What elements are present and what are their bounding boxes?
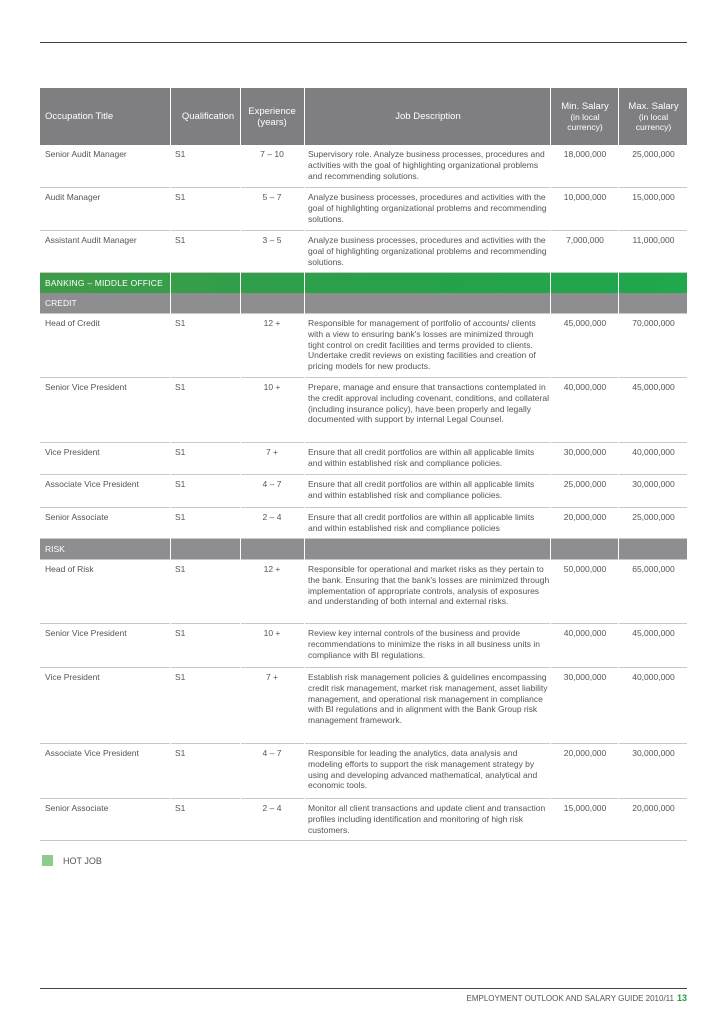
- occupation-cell: Senior Vice President: [45, 628, 127, 638]
- min-salary-cell: 25,000,000: [563, 479, 607, 489]
- description-cell: Supervisory role. Analyze business processes, procedures and activities with the goal of highlighting organizational problems and recommending solutions.: [308, 149, 545, 181]
- page-footer: [467, 993, 688, 1003]
- occupation-cell: Vice President: [45, 447, 100, 457]
- table-row: [40, 443, 687, 475]
- header-max-sub2: currency): [635, 122, 672, 132]
- qualification-cell: S1: [175, 382, 186, 392]
- qualification-cell: S1: [175, 479, 186, 489]
- table-header: [40, 88, 687, 145]
- qualification-cell: S1: [175, 149, 186, 159]
- occupation-cell: Senior Vice President: [45, 382, 127, 392]
- max-salary-cell: 25,000,000: [632, 149, 675, 159]
- table-row: [40, 744, 687, 799]
- header-min-salary: [552, 88, 618, 145]
- min-salary-cell: 20,000,000: [563, 748, 607, 758]
- description-cell: Review key internal controls of the business and provide recommendations to minimize the risks in all business units in compliance with BI regulations.: [308, 628, 540, 660]
- table-row: [40, 799, 687, 841]
- min-salary-cell: 40,000,000: [563, 628, 607, 638]
- qualification-cell: S1: [175, 564, 186, 574]
- qualification-cell: S1: [175, 192, 186, 202]
- description-cell: Analyze business processes, procedures and activities with the goal of highlighting organizational problems and recommending solutions.: [308, 192, 547, 224]
- table-row: [40, 475, 687, 508]
- top-rule: [40, 42, 687, 43]
- table-row: [40, 624, 687, 668]
- experience-cell: 3 – 5: [262, 235, 282, 245]
- hot-job-legend: [42, 855, 102, 866]
- occupation-cell: Head of Credit: [45, 318, 100, 328]
- table-row: [40, 560, 687, 624]
- min-salary-cell: 30,000,000: [563, 672, 607, 682]
- page-number: 13: [676, 993, 687, 1003]
- max-salary-cell: 20,000,000: [632, 803, 675, 813]
- occupation-cell: Assistant Audit Manager: [45, 235, 137, 245]
- qualification-cell: S1: [175, 447, 186, 457]
- experience-cell: 4 – 7: [262, 479, 282, 489]
- experience-cell: 7 – 10: [260, 149, 284, 159]
- experience-cell: 10 +: [263, 382, 281, 392]
- table-body: [40, 145, 687, 841]
- description-cell: Prepare, manage and ensure that transactions contemplated in the credit approval including covenant, conditions, and collateral (including insurance policy), have been properly and legally documented with support by internal Legal Counsel.: [308, 382, 549, 425]
- description-cell: Ensure that all credit portfolios are within all applicable limits and within established risk and compliance policies.: [308, 479, 535, 500]
- min-salary-cell: 45,000,000: [563, 318, 607, 328]
- header-description: Job Description: [395, 111, 461, 122]
- table-row: [40, 668, 687, 744]
- min-salary-cell: 40,000,000: [563, 382, 607, 392]
- description-cell: Responsible for management of portfolio of accounts/ clients with a view to ensuring bank's losses are minimized through tight control on credit facilities and terms provided to clients. Undertake credit reviews on existing facilities and creation of pricing models for new products.: [308, 318, 536, 372]
- header-max-salary: [620, 88, 687, 145]
- occupation-cell: Vice President: [45, 672, 100, 682]
- hot-job-swatch: [42, 855, 53, 866]
- experience-cell: 4 – 7: [262, 748, 282, 758]
- max-salary-cell: 30,000,000: [632, 479, 675, 489]
- occupation-cell: Head of Risk: [45, 564, 94, 574]
- occupation-cell: Senior Audit Manager: [45, 149, 127, 159]
- occupation-cell: Senior Associate: [45, 803, 109, 813]
- min-salary-cell: 18,000,000: [563, 149, 607, 159]
- header-max-sub1: (in local: [638, 112, 669, 122]
- header-experience: [240, 88, 304, 145]
- qualification-cell: S1: [175, 748, 186, 758]
- section-credit: CREDIT: [40, 293, 687, 314]
- table-row: [40, 145, 687, 188]
- header-experience-line1: Experience: [248, 105, 296, 117]
- description-cell: Monitor all client transactions and update client and transaction profiles including identification and monitoring of high risk customers.: [308, 803, 546, 835]
- description-cell: Establish risk management policies & guidelines encompassing credit risk management, market risk management, asset liability management, and operational risk management in compliance with BI regulations and in alignment with the Bank Group risk management framework.: [308, 672, 548, 726]
- min-salary-cell: 30,000,000: [563, 447, 607, 457]
- max-salary-cell: 40,000,000: [632, 447, 675, 457]
- qualification-cell: S1: [175, 318, 186, 328]
- table-row: [40, 188, 687, 231]
- qualification-cell: S1: [175, 672, 186, 682]
- max-salary-cell: 45,000,000: [632, 382, 675, 392]
- max-salary-cell: 40,000,000: [632, 672, 675, 682]
- occupation-cell: Associate Vice President: [45, 748, 139, 758]
- min-salary-cell: 15,000,000: [563, 803, 607, 813]
- min-salary-cell: 50,000,000: [563, 564, 607, 574]
- min-salary-cell: 7,000,000: [566, 235, 604, 245]
- qualification-cell: S1: [175, 235, 186, 245]
- max-salary-cell: 11,000,000: [632, 235, 675, 245]
- header-min-sub1: (in local: [570, 112, 600, 122]
- header-min-main: Min. Salary: [561, 101, 609, 112]
- table-row: [40, 378, 687, 443]
- experience-cell: 12 +: [263, 318, 281, 328]
- bottom-rule: [40, 988, 687, 989]
- occupation-cell: Associate Vice President: [45, 479, 139, 489]
- description-cell: Ensure that all credit portfolios are within all applicable limits and within established risk and compliance policies: [308, 512, 535, 533]
- table-row: [40, 231, 687, 273]
- header-min-sub2: currency): [567, 122, 603, 132]
- hot-job-label: HOT JOB: [63, 855, 102, 866]
- experience-cell: 2 – 4: [262, 803, 282, 813]
- description-cell: Responsible for leading the analytics, data analysis and modeling efforts to support the risk management strategy by using and developing advanced mathematical, analytical and economic tools.: [308, 748, 538, 791]
- min-salary-cell: 20,000,000: [563, 512, 607, 522]
- max-salary-cell: 15,000,000: [632, 192, 675, 202]
- header-qualification: Qualification: [181, 111, 235, 122]
- experience-cell: 7 +: [265, 447, 279, 457]
- experience-cell: 10 +: [263, 628, 281, 638]
- min-salary-cell: 10,000,000: [563, 192, 607, 202]
- experience-cell: 5 – 7: [262, 192, 282, 202]
- max-salary-cell: 45,000,000: [632, 628, 675, 638]
- experience-cell: 7 +: [265, 672, 279, 682]
- qualification-cell: S1: [175, 803, 186, 813]
- section-banking-middle-office: BANKING – MIDDLE OFFICE: [40, 273, 687, 293]
- description-cell: Analyze business processes, procedures and activities with the goal of highlighting organizational problems and recommending solutions.: [308, 235, 547, 267]
- table-row: [40, 314, 687, 378]
- section-risk: RISK: [40, 539, 687, 560]
- table-row: [40, 508, 687, 539]
- max-salary-cell: 70,000,000: [632, 318, 675, 328]
- header-max-main: Max. Salary: [628, 101, 679, 112]
- occupation-cell: Audit Manager: [45, 192, 101, 202]
- qualification-cell: S1: [175, 512, 186, 522]
- description-cell: Ensure that all credit portfolios are within all applicable limits and within established risk and compliance policies.: [308, 447, 535, 468]
- experience-cell: 2 – 4: [262, 512, 282, 522]
- footer-title: EMPLOYMENT OUTLOOK AND SALARY GUIDE 2010/11: [466, 994, 674, 1003]
- header-experience-line2: (years): [257, 116, 287, 128]
- occupation-cell: Senior Associate: [45, 512, 109, 522]
- experience-cell: 12 +: [263, 564, 281, 574]
- description-cell: Responsible for operational and market risks as they pertain to the bank. Ensuring that the bank's losses are minimized through implementation of appropriate controls, analysis of exposures and understanding of both internal and external risks.: [308, 564, 550, 607]
- header-occupation: Occupation Title: [45, 111, 114, 122]
- max-salary-cell: 65,000,000: [632, 564, 675, 574]
- qualification-cell: S1: [175, 628, 186, 638]
- max-salary-cell: 30,000,000: [632, 748, 675, 758]
- max-salary-cell: 25,000,000: [632, 512, 675, 522]
